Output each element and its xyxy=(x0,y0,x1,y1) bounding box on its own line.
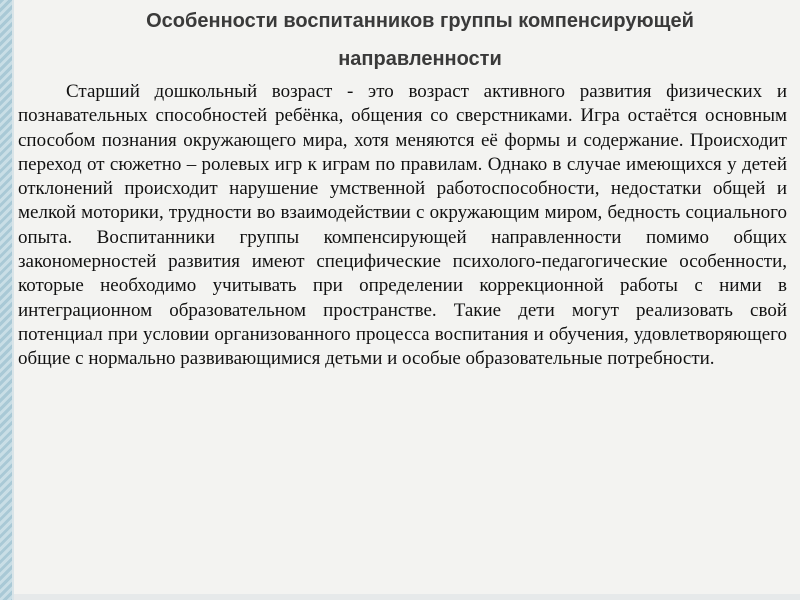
slide-body-paragraph: Старший дошкольный возраст - это возраст активного развития физических и познавательных способностей ребёнка, общения со сверстниками. Игра остаётся основным способом познания окружающего мира, хотя меняются её формы и содержание. Происходит переход от сюжетно – ролевых игр к играм по правилам. Однако в случае имеющихся у детей отклонений происходит нарушение умственной работоспособности, недостатки общей и мелкой моторики, трудности во взаимодействии с окружающим миром, бедность социального опыта. Воспитанники группы компенсирующей направленности помимо общих закономерностей развития имеют специфические психолого-педагогические особенности, которые необходимо учитывать при определении коррекционной работы с ними в интеграционном образовательном пространстве. Такие дети могут реализовать свой потенциал при условии организованного процесса воспитания и обучения, удовлетворяющего общие с нормально развивающимися детьми и особые образовательные потребности. xyxy=(18,81,787,370)
slide-title xyxy=(60,2,780,78)
slide-title-line-2: направленности xyxy=(338,48,502,70)
slide-title-line-1: Особенности воспитанников группы компенсирующей xyxy=(146,10,694,32)
bottom-divider xyxy=(14,594,800,600)
ribbon-shadow xyxy=(12,0,14,600)
left-decorative-ribbon xyxy=(0,0,12,600)
